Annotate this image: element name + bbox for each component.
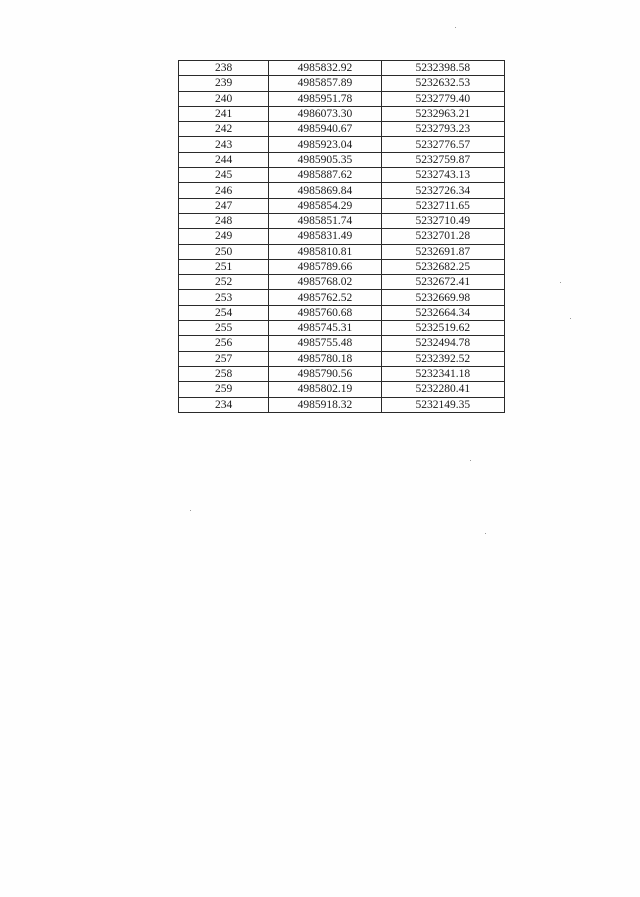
y-coordinate-cell: 5232398.58 xyxy=(381,61,504,76)
x-coordinate-cell: 4985905.35 xyxy=(269,152,381,167)
table-row xyxy=(179,213,505,228)
y-coordinate-cell: 5232494.78 xyxy=(381,336,504,351)
x-coordinate-cell: 4985745.31 xyxy=(269,321,381,336)
point-number-cell: 246 xyxy=(179,183,269,198)
point-number-cell: 245 xyxy=(179,168,269,183)
point-number-cell: 250 xyxy=(179,244,269,259)
y-coordinate-cell: 5232701.28 xyxy=(381,229,504,244)
table-row xyxy=(179,152,505,167)
point-number-cell: 249 xyxy=(179,229,269,244)
y-coordinate-cell: 5232672.41 xyxy=(381,275,504,290)
table-row xyxy=(179,244,505,259)
point-number-cell: 252 xyxy=(179,275,269,290)
point-number-cell: 242 xyxy=(179,122,269,137)
scan-speck xyxy=(190,510,191,511)
y-coordinate-cell: 5232711.65 xyxy=(381,198,504,213)
x-coordinate-cell: 4985923.04 xyxy=(269,137,381,152)
x-coordinate-cell: 4985832.92 xyxy=(269,61,381,76)
y-coordinate-cell: 5232759.87 xyxy=(381,152,504,167)
y-coordinate-cell: 5232519.62 xyxy=(381,321,504,336)
point-number-cell: 238 xyxy=(179,61,269,76)
x-coordinate-cell: 4985857.89 xyxy=(269,76,381,91)
y-coordinate-cell: 5232149.35 xyxy=(381,397,504,412)
table-row xyxy=(179,336,505,351)
scan-speck xyxy=(455,27,456,28)
x-coordinate-cell: 4985762.52 xyxy=(269,290,381,305)
x-coordinate-cell: 4985851.74 xyxy=(269,213,381,228)
y-coordinate-cell: 5232392.52 xyxy=(381,351,504,366)
x-coordinate-cell: 4985755.48 xyxy=(269,336,381,351)
point-number-cell: 259 xyxy=(179,382,269,397)
x-coordinate-cell: 4985790.56 xyxy=(269,366,381,381)
table-row xyxy=(179,382,505,397)
table-row xyxy=(179,168,505,183)
point-number-cell: 257 xyxy=(179,351,269,366)
point-number-cell: 253 xyxy=(179,290,269,305)
table-row xyxy=(179,366,505,381)
x-coordinate-cell: 4985918.32 xyxy=(269,397,381,412)
y-coordinate-cell: 5232963.21 xyxy=(381,106,504,121)
y-coordinate-cell: 5232691.87 xyxy=(381,244,504,259)
point-number-cell: 234 xyxy=(179,397,269,412)
table-row xyxy=(179,183,505,198)
x-coordinate-cell: 4985810.81 xyxy=(269,244,381,259)
table-row xyxy=(179,122,505,137)
point-number-cell: 240 xyxy=(179,91,269,106)
point-number-cell: 258 xyxy=(179,366,269,381)
y-coordinate-cell: 5232776.57 xyxy=(381,137,504,152)
coordinates-table-body xyxy=(179,61,505,413)
table-row xyxy=(179,198,505,213)
y-coordinate-cell: 5232710.49 xyxy=(381,213,504,228)
point-number-cell: 251 xyxy=(179,259,269,274)
point-number-cell: 254 xyxy=(179,305,269,320)
table-row xyxy=(179,305,505,320)
x-coordinate-cell: 4985789.66 xyxy=(269,259,381,274)
x-coordinate-cell: 4985780.18 xyxy=(269,351,381,366)
x-coordinate-cell: 4985869.84 xyxy=(269,183,381,198)
table-row xyxy=(179,351,505,366)
point-number-cell: 241 xyxy=(179,106,269,121)
x-coordinate-cell: 4985854.29 xyxy=(269,198,381,213)
table-row xyxy=(179,275,505,290)
y-coordinate-cell: 5232664.34 xyxy=(381,305,504,320)
table-row xyxy=(179,61,505,76)
point-number-cell: 244 xyxy=(179,152,269,167)
y-coordinate-cell: 5232669.98 xyxy=(381,290,504,305)
table-row xyxy=(179,321,505,336)
point-number-cell: 255 xyxy=(179,321,269,336)
y-coordinate-cell: 5232743.13 xyxy=(381,168,504,183)
table-row xyxy=(179,76,505,91)
table-row xyxy=(179,229,505,244)
x-coordinate-cell: 4985802.19 xyxy=(269,382,381,397)
x-coordinate-cell: 4985887.62 xyxy=(269,168,381,183)
point-number-cell: 248 xyxy=(179,213,269,228)
x-coordinate-cell: 4985831.49 xyxy=(269,229,381,244)
point-number-cell: 247 xyxy=(179,198,269,213)
y-coordinate-cell: 5232793.23 xyxy=(381,122,504,137)
scan-speck xyxy=(485,533,486,534)
x-coordinate-cell: 4986073.30 xyxy=(269,106,381,121)
x-coordinate-cell: 4985760.68 xyxy=(269,305,381,320)
x-coordinate-cell: 4985768.02 xyxy=(269,275,381,290)
point-number-cell: 239 xyxy=(179,76,269,91)
y-coordinate-cell: 5232632.53 xyxy=(381,76,504,91)
x-coordinate-cell: 4985940.67 xyxy=(269,122,381,137)
scan-speck xyxy=(560,282,561,283)
y-coordinate-cell: 5232682.25 xyxy=(381,259,504,274)
x-coordinate-cell: 4985951.78 xyxy=(269,91,381,106)
scan-speck xyxy=(470,460,471,461)
point-number-cell: 243 xyxy=(179,137,269,152)
y-coordinate-cell: 5232341.18 xyxy=(381,366,504,381)
y-coordinate-cell: 5232726.34 xyxy=(381,183,504,198)
coordinates-table xyxy=(178,60,505,413)
table-row xyxy=(179,290,505,305)
table-row xyxy=(179,91,505,106)
y-coordinate-cell: 5232280.41 xyxy=(381,382,504,397)
y-coordinate-cell: 5232779.40 xyxy=(381,91,504,106)
table-row xyxy=(179,259,505,274)
point-number-cell: 256 xyxy=(179,336,269,351)
table-row xyxy=(179,137,505,152)
table-row xyxy=(179,106,505,121)
scan-speck xyxy=(570,318,571,319)
table-row xyxy=(179,397,505,412)
